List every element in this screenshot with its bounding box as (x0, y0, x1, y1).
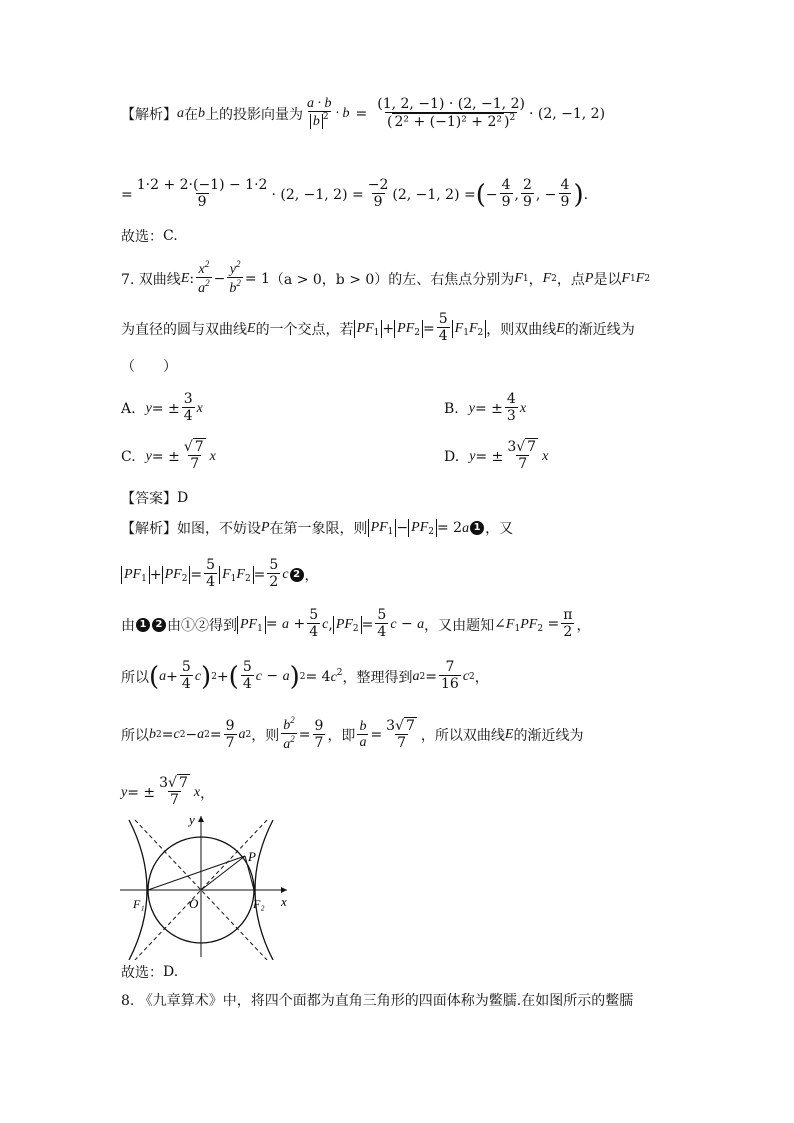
choose-line-6: 故选： C. (121, 228, 178, 245)
circled-1-icon: 1 (470, 521, 484, 535)
option-c[interactable]: C. y = ± $\frac{√ 7}{7}$ x (121, 439, 216, 473)
choose-line-7: 故选： D. (121, 964, 179, 981)
fig-label-p: P (248, 849, 256, 864)
proj-intro: 在 (184, 106, 198, 123)
question-7-line-1: 7. 双曲线 E : $\frac{x^2}{a^2}$ − $\frac{y^2}{b^2}$ = 1 （a > 0，b > 0）的左、右焦点分别为 F 1 ， F 2 ，点 P 是以 F 1 F 2 (121, 259, 651, 297)
analysis-7-line-2: $PF_1$ + $PF_2$ = $\frac{5}{4}$ $F_1F_2$ = $\frac{5}{2}$ c 2 ， (121, 558, 319, 591)
option-a[interactable]: A. y = ± $\frac{3}{4}$ x (121, 391, 203, 425)
vector-a: a (177, 105, 184, 121)
question-7-paren: （ ） (121, 359, 177, 375)
circled-2-icon: 2 (290, 568, 304, 582)
fig-label-f1: F₁ (133, 897, 145, 911)
line2-fraction-2: $\frac{-2}{9}$ (367, 177, 389, 211)
fig-label-y: y (189, 812, 195, 827)
fig-label-x: x (281, 894, 287, 909)
question-7-line-2: 为直径的圆与双曲线 E 的一个交点，若 $PF_1$ + $PF_2$ = $\frac{5}{4}$ $F_1F_2$ ，则双曲线 E 的渐近线为 (121, 311, 635, 345)
analysis-7-line-6: y = ± $\frac{3√ 7}{7}$ x ， (121, 775, 215, 809)
option-b[interactable]: B. y = ± $\frac{4}{3}$ x (444, 391, 527, 425)
analysis-7-line-3: 由 1 2 由①②得到 $PF_1$ = a + $\frac{5}{4}$ c , $PF_2$ = $\frac{5}{4}$ c − a ，又由题知 $\angle F_1PF_2$ = $\frac{\pi}{2}$ ， (121, 607, 591, 641)
line2-fraction: $\frac{1\cdot 2 + 2\cdot(-1) - 1\cdot 2}{9}$ (136, 177, 268, 211)
proj-vector: · (2, −1, 2) (528, 105, 606, 122)
analysis-label: 【解析】 (121, 106, 177, 123)
option-d[interactable]: D. y = ± $\frac{3√ 7}{7}$ x (444, 439, 549, 473)
question-8-line-1: 8. 《九章算术》中，将四个面都为直角三角形的四面体称为鳖臑.在如图所示的鳖臑 (121, 993, 634, 1009)
analysis-7-line-1: 【解析】 如图，不妨设 P 在第一象限，则 $PF_1$ − $PF_2$ = 2a 1 ，又 (121, 519, 514, 537)
analysis-line-2: = $\frac{1\cdot 2 + 2\cdot(-1) - 1\cdot 2}{9}$ · (2, −1, 2) = $\frac{-2}{9}$ (2, −1, 2) = ( − $\frac{4}{9}$ , $\frac{2}{9}$ , − $\frac{4}{9}$ ) . (121, 177, 589, 211)
hyperbola-figure (115, 812, 295, 960)
answer-line-7: 【答案】 D (121, 490, 189, 507)
analysis-7-line-4: 所以 ( a + $\frac{5}{4}$ c ) 2 + ( $\frac{5}{4}$ c − a ) 2 = $4c^2$ ，整理得到 a 2 = $\frac{7}{16}$ c 2 ， (121, 659, 489, 693)
question-7-number: 7. 双曲线 (121, 272, 181, 289)
analysis-line-1: 【解析】 a 在 b 上的投影向量为 $\frac{a \cdot b}{b ^2}$ · b = $\frac{(1, 2, -1) \cdot (2, -1, 2)}{( 2^2 + (-1)^2 + 2^2 )^2}$ · (2, −1, 2) (121, 95, 606, 130)
fig-label-f2: F₂ (253, 897, 265, 911)
proj-text: 上的投影向量为 (205, 106, 303, 123)
vector-b: b (198, 105, 205, 121)
proj-value-fraction: $\frac{(1, 2, -1) \cdot (2, -1, 2)}{( 2^2 + (-1)^2 + 2^2 )^2}$ (377, 95, 525, 130)
fig-label-o: O (189, 896, 199, 911)
proj-coef-fraction: $\frac{a \cdot b}{b ^2}$ (307, 96, 332, 130)
analysis-7-line-5: 所以 b 2 = c 2 − a 2 = $\frac{9}{7}$ a 2 ，则 $\frac{b^2}{a^2}$ = $\frac{9}{7}$ ，即 $\frac{b}{a}$ = $\frac{3√ 7}{7}$ ，所以双曲线 E 的渐近线为 (121, 715, 584, 753)
